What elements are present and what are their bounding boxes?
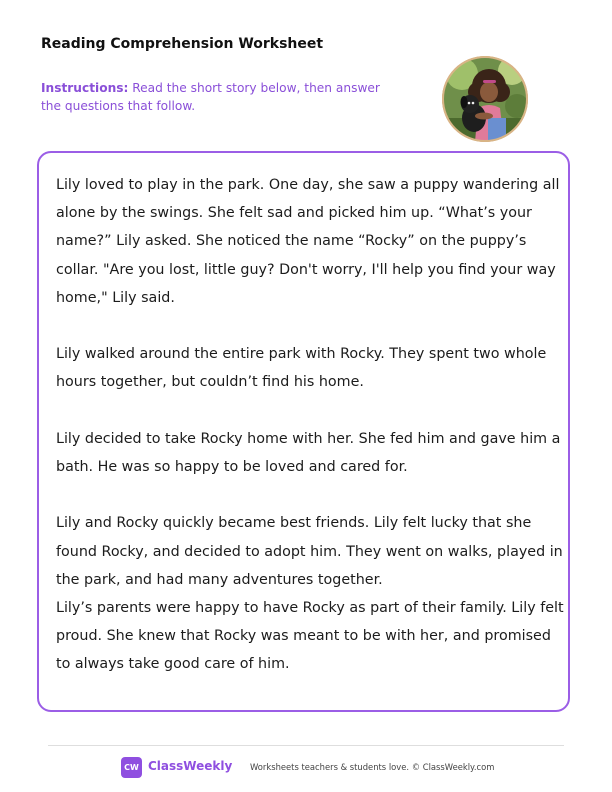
classweekly-logo-icon: CW: [121, 757, 142, 778]
brand-name: ClassWeekly: [148, 759, 233, 773]
story-paragraph: Lily walked around the entire park with Rocky. They spent two whole hours together, but couldn’t find his home.: [56, 346, 547, 391]
story-paragraph: Lily decided to take Rocky home with her. She fed him and gave him a bath. He was so happy to be loved and cared for.: [56, 430, 561, 475]
girl-with-puppy-icon: [442, 56, 528, 142]
footer-divider: [48, 745, 564, 746]
instructions-text: Read the short story below, then answer the questions that follow.: [41, 81, 380, 113]
story-paragraph: Lily and Rocky quickly became best friends. Lily felt lucky that she found Rocky, and decided to adopt him. They went on walks, played in the park, and had many adventures together.: [56, 515, 563, 588]
worksheet-title: Reading Comprehension Worksheet: [41, 36, 324, 52]
footer-tagline: Worksheets teachers & students love. © ClassWeekly.com: [250, 762, 495, 772]
instructions-label: Instructions:: [41, 81, 129, 95]
instructions: [41, 79, 391, 115]
story-paragraph: Lily loved to play in the park. One day, she saw a puppy wandering all alone by the swings. She felt sad and picked him up. “What’s your name?” Lily asked. She noticed the name “Rocky” on the puppy’s collar. "Are you lost, little guy? Don't worry, I'll help you find your way home," Lily said.: [56, 177, 560, 306]
story-paragraph: Lily’s parents were happy to have Rocky as part of their family. Lily felt proud. She knew that Rocky was meant to be with her, and promised to always take good care of him.: [56, 600, 564, 673]
story-text: [56, 171, 564, 679]
